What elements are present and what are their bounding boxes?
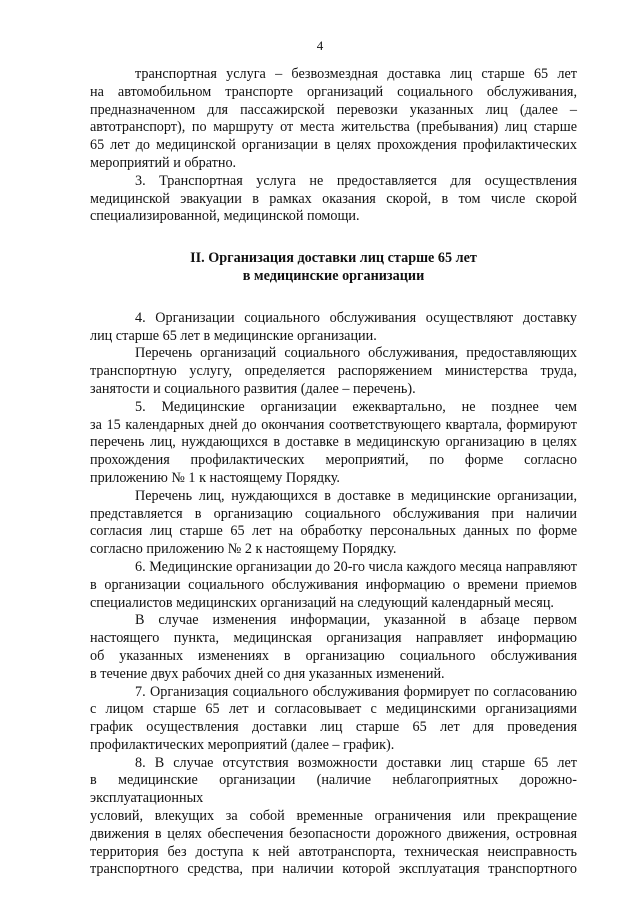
text-line: представляется в организацию социального обслуживания при наличии xyxy=(90,505,577,522)
text-line: Перечень организаций социального обслуживания, предоставляющих xyxy=(135,345,577,362)
text-line: с лицом старше 65 лет и согласовывает с медицинскими организациями xyxy=(90,701,577,718)
text-line: в медицинские организации (наличие неблагоприятных дорожно-эксплуатационных xyxy=(90,772,577,807)
text-line: профилактических мероприятий (далее – график). xyxy=(90,736,395,753)
text-line: В случае изменения информации, указанной в абзаце первом xyxy=(135,612,577,629)
text-line: транспортная услуга – безвозмездная доставка лиц старше 65 лет xyxy=(135,66,577,82)
text-line: настоящего пункта, медицинская организация направляет информацию xyxy=(90,630,577,647)
text-line: специализированной, медицинской помощи. xyxy=(90,208,360,225)
text-line: транспортную услугу, определяется распоряжением министерства труда, xyxy=(90,363,577,380)
document-body xyxy=(90,66,577,879)
section-heading-line-2: в медицинские организации xyxy=(242,267,425,284)
text-line: 7. Организация социального обслуживания формирует по согласованию xyxy=(135,683,577,700)
text-line: транспортного средства, при наличии которой эксплуатация транспортного xyxy=(90,861,577,878)
text-line: 5. Медицинские организации ежеквартально, не позднее чем xyxy=(135,398,577,415)
text-line: 6. Медицинские организации до 20-го числа каждого месяца направляют xyxy=(135,558,577,575)
text-line: прохождения профилактических мероприятий, по форме согласно xyxy=(90,452,577,469)
text-line: согласия лиц старше 65 лет на обработку персональных данных по форме xyxy=(90,523,577,540)
section-heading xyxy=(90,250,577,286)
text-line: 4. Организации социального обслуживания осуществляют доставку xyxy=(135,309,577,326)
text-line: мероприятий и обратно. xyxy=(90,154,237,171)
text-line: специалистов медицинских организаций на следующий календарный месяц. xyxy=(90,594,554,611)
text-line: автотранспорт), по маршруту от места жительства (пребывания) лиц старше xyxy=(90,119,577,136)
text-line: в течение двух рабочих дней со дня указанных изменений. xyxy=(90,665,445,682)
text-line: приложению № 1 к настоящему Порядку. xyxy=(90,469,340,486)
text-line: 65 лет до медицинской организации в целях прохождения профилактических xyxy=(90,137,577,154)
text-line: согласно приложению № 2 к настоящему Порядку. xyxy=(90,541,397,558)
text-line: 8. В случае отсутствия возможности доставки лиц старше 65 лет xyxy=(135,754,577,771)
text-line: территория без доступа к ней автотранспорта, техническая неисправность xyxy=(90,843,577,860)
text-line: на автомобильном транспорте организаций социального обслуживания, xyxy=(90,83,577,100)
section-heading-line-1: II. Организация доставки лиц старше 65 лет xyxy=(190,250,477,267)
text-line: 3. Транспортная услуга не предоставляется для осуществления xyxy=(135,172,577,189)
text-line: в организации социального обслуживания информацию о времени приемов xyxy=(90,576,577,593)
text-line: график осуществления доставки лиц старше 65 лет для проведения xyxy=(90,719,577,736)
text-line: об указанных изменениях в организацию социального обслуживания xyxy=(90,647,577,664)
text-line: условий, влекущих за собой временные ограничения или прекращение xyxy=(90,808,577,825)
section-body-text xyxy=(90,310,577,880)
page-number: 4 xyxy=(316,38,324,53)
text-line: предназначенном для пассажирской перевозки указанных лиц (далее – xyxy=(90,101,577,118)
text-line: движения в целях обеспечения безопасности дорожного движения, островная xyxy=(90,825,577,842)
text-line: Перечень лиц, нуждающихся в доставке в медицинские организации, xyxy=(135,487,577,504)
text-line: занятости и социального развития (далее – перечень). xyxy=(90,380,416,397)
text-line: лиц старше 65 лет в медицинские организации. xyxy=(90,327,377,344)
text-line: за 15 календарных дней до окончания соответствующего квартала, формируют xyxy=(90,416,577,433)
text-line: медицинской эвакуации в рамках оказания скорой, в том числе скорой xyxy=(90,190,577,207)
section-intro-text xyxy=(90,66,577,226)
text-line: перечень лиц, нуждающихся в доставке в медицинскую организацию в целях xyxy=(90,434,577,451)
